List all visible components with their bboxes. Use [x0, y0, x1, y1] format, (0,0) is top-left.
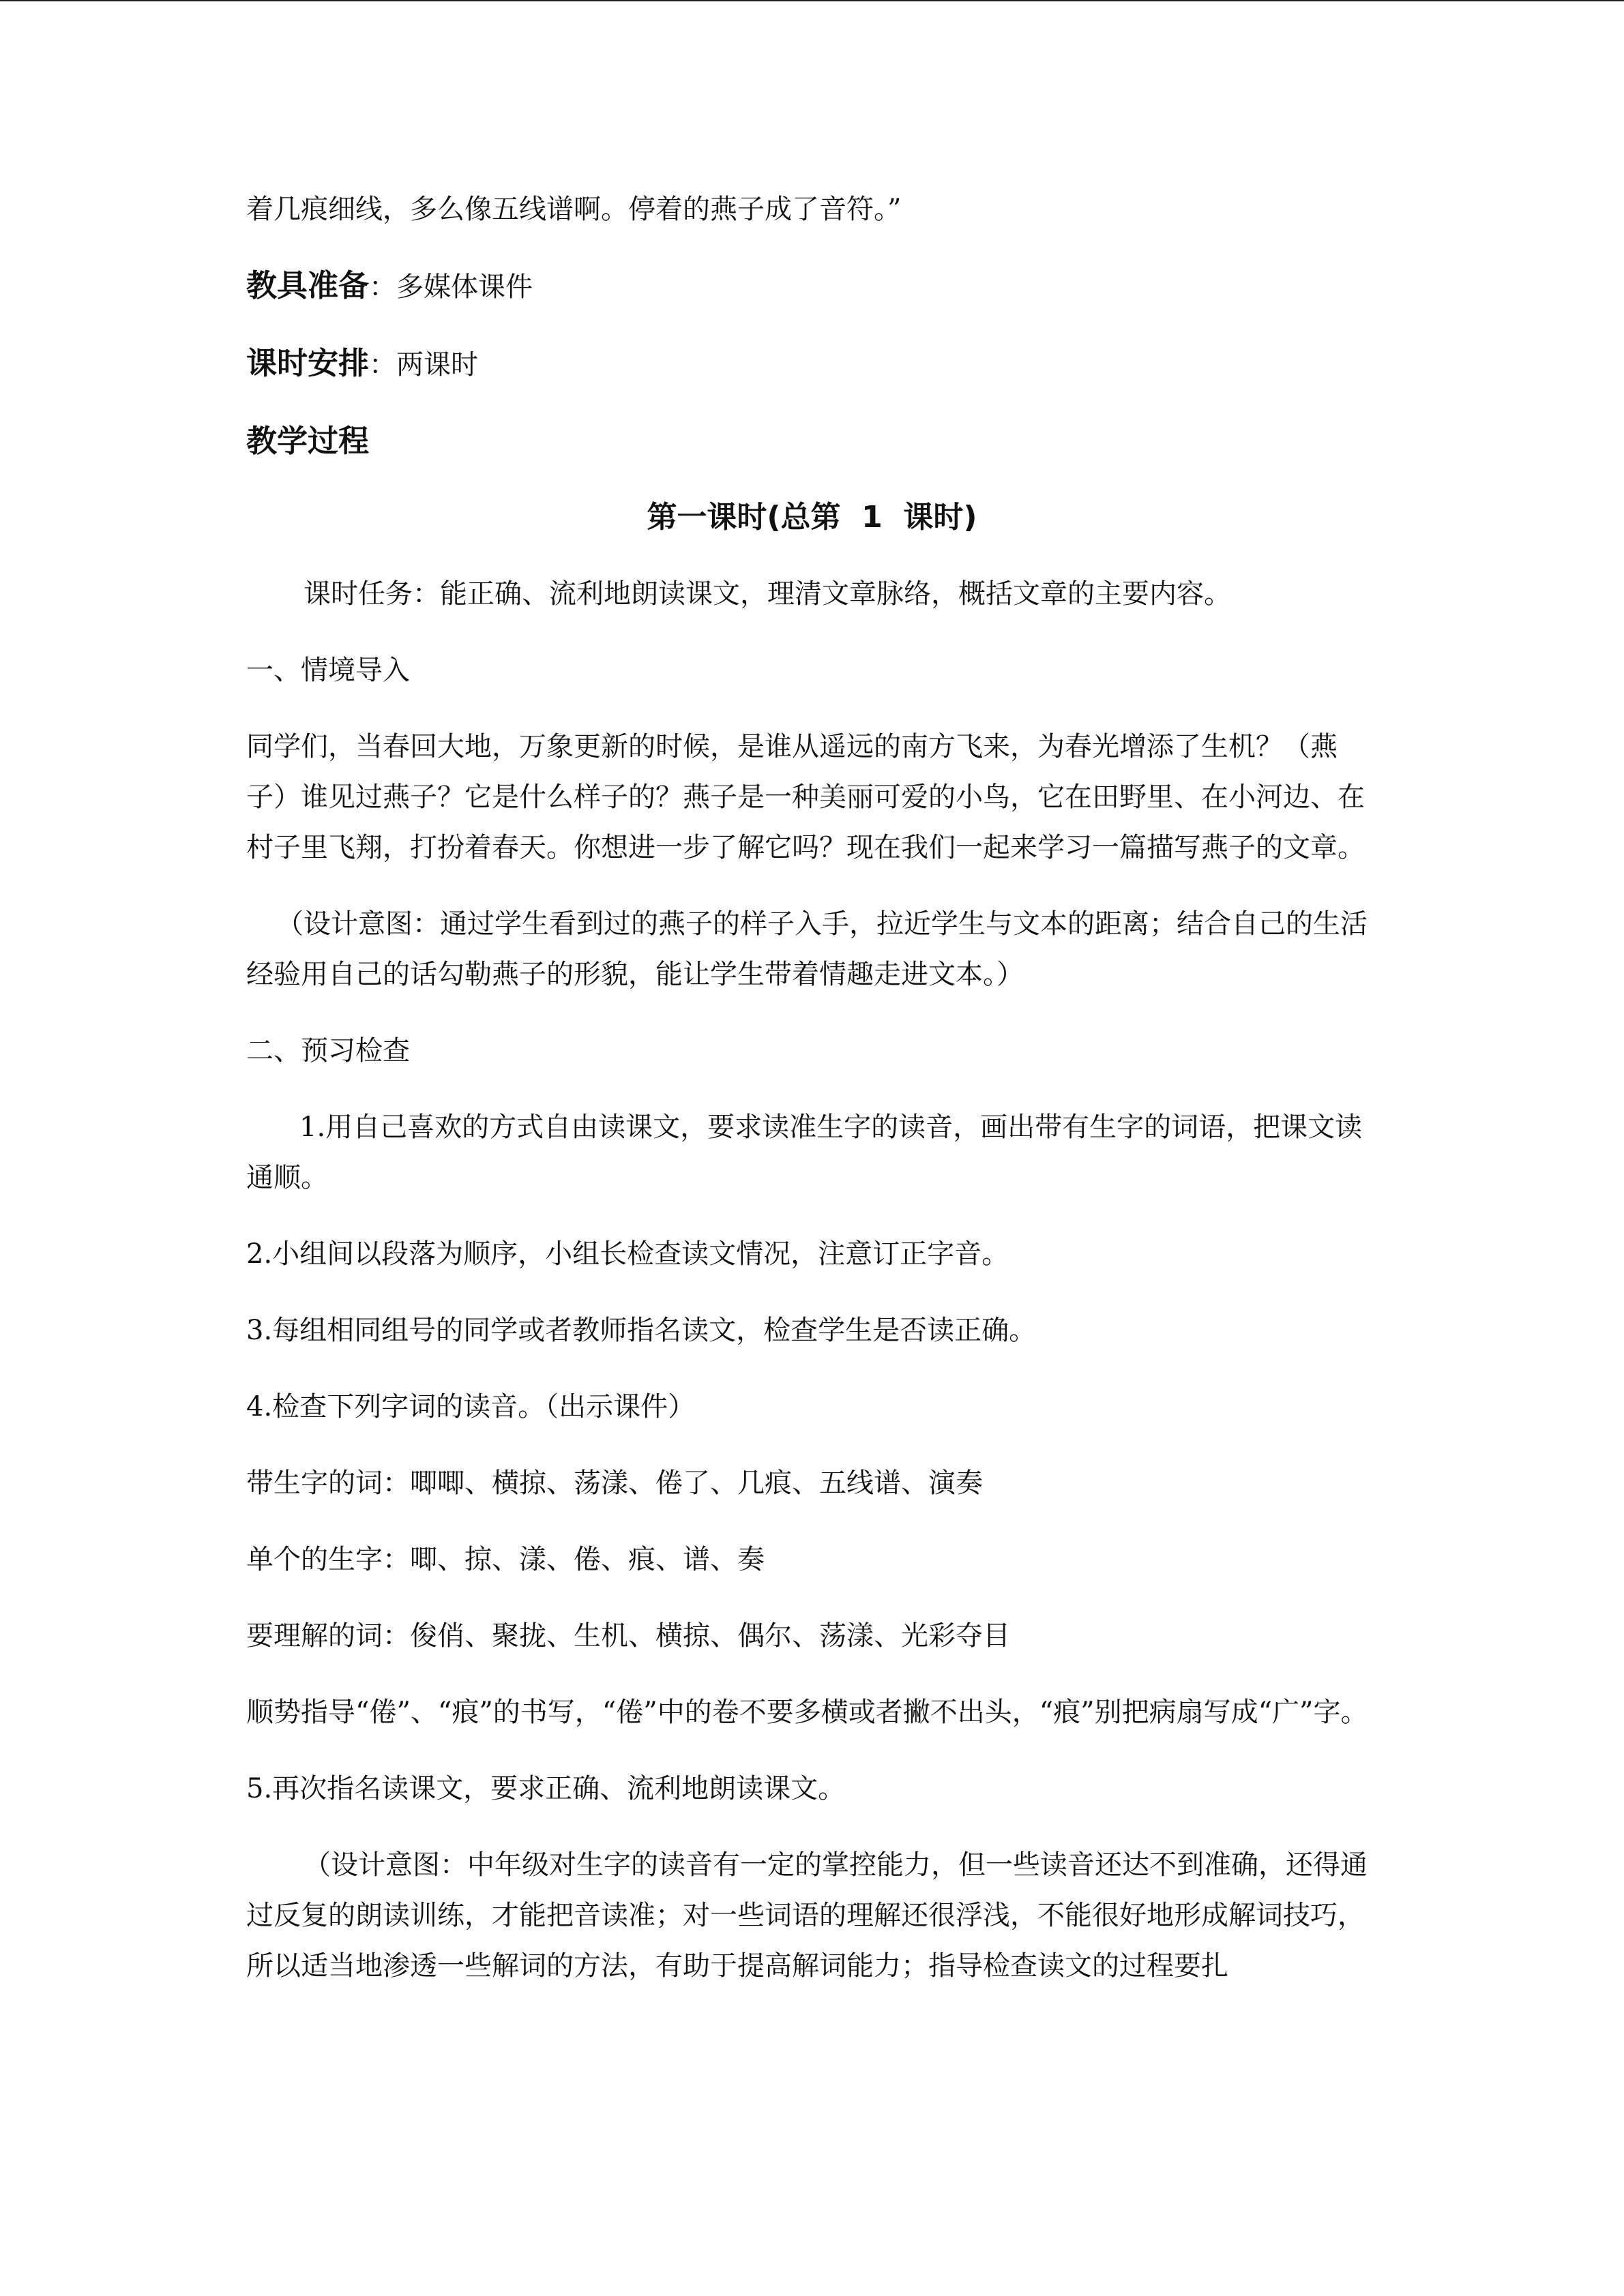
step-1: 1.用自己喜欢的方式自由读课文，要求读准生字的读音，画出带有生字的词语，把课文读通顺。 [246, 1112, 1363, 1193]
process-heading: 教学过程 [246, 423, 370, 459]
schedule-value: ：两课时 [369, 349, 479, 381]
step-2: 2.小组间以段落为顺序，小组长检查读文情况，注意订正字音。 [246, 1238, 1009, 1270]
document-body [246, 184, 1378, 1991]
words-with-new-chars: 带生字的词：唧唧、横掠、荡漾、倦了、几痕、五线谱、演奏 [246, 1467, 983, 1499]
schedule-label: 课时安排 [246, 345, 370, 381]
section1-body: 同学们，当春回大地，万象更新的时候，是谁从遥远的南方飞来，为春光增添了生机？（燕子）谁见过燕子？它是什么样子的？燕子是一种美丽可爱的小鸟，它在田野里、在小河边、在村子里飞翔，打扮着春天。你想进一步了解它吗？现在我们一起来学习一篇描写燕子的文章。 [246, 731, 1365, 863]
lesson-title: 第一课时(总第 1 课时) [647, 500, 977, 535]
single-new-chars: 单个的生字：唧、掠、漾、倦、痕、谱、奏 [246, 1544, 765, 1575]
words-to-understand: 要理解的词：俊俏、聚拢、生机、横掠、偶尔、荡漾、光彩夺目 [246, 1620, 1010, 1652]
section2-intent: （设计意图：中年级对生字的读音有一定的掌控能力，但一些读音还达不到准确，还得通过反复的朗读训练，才能把音读准；对一些词语的理解还很浮浅，不能很好地形成解词技巧，所以适当地渗透一些解词的方法，有助于提高解词能力；指导检查读文的过程要扎 [246, 1849, 1368, 1982]
lesson-task: 课时任务：能正确、流利地朗读课文，理清文章脉络，概括文章的主要内容。 [304, 578, 1231, 610]
continuation-paragraph: 着几痕细线，多么像五线谱啊。停着的燕子成了音符。” [246, 194, 902, 225]
writing-guidance: 顺势指导“倦”、“痕”的书写，“倦”中的卷不要多横或者撇不出头，“痕”别把病扇写成“广”字。 [246, 1697, 1368, 1728]
section1-intent: （设计意图：通过学生看到过的燕子的样子入手，拉近学生与文本的距离；结合自己的生活经验用自己的话勾勒燕子的形貌，能让学生带着情趣走进文本。） [246, 908, 1368, 990]
step-3: 3.每组相同组号的同学或者教师指名读文，检查学生是否读正确。 [246, 1315, 1037, 1346]
step-5: 5.再次指名读课文，要求正确、流利地朗读课文。 [246, 1773, 846, 1804]
section2-heading: 二、预习检查 [246, 1035, 410, 1067]
tools-value: ：多媒体课件 [369, 271, 533, 303]
tools-label: 教具准备 [246, 267, 370, 303]
tools-line [246, 260, 1378, 312]
section1-heading: 一、情境导入 [246, 655, 410, 686]
step-4: 4.检查下列字词的读音。（出示课件） [246, 1391, 696, 1422]
schedule-line [246, 338, 1378, 390]
